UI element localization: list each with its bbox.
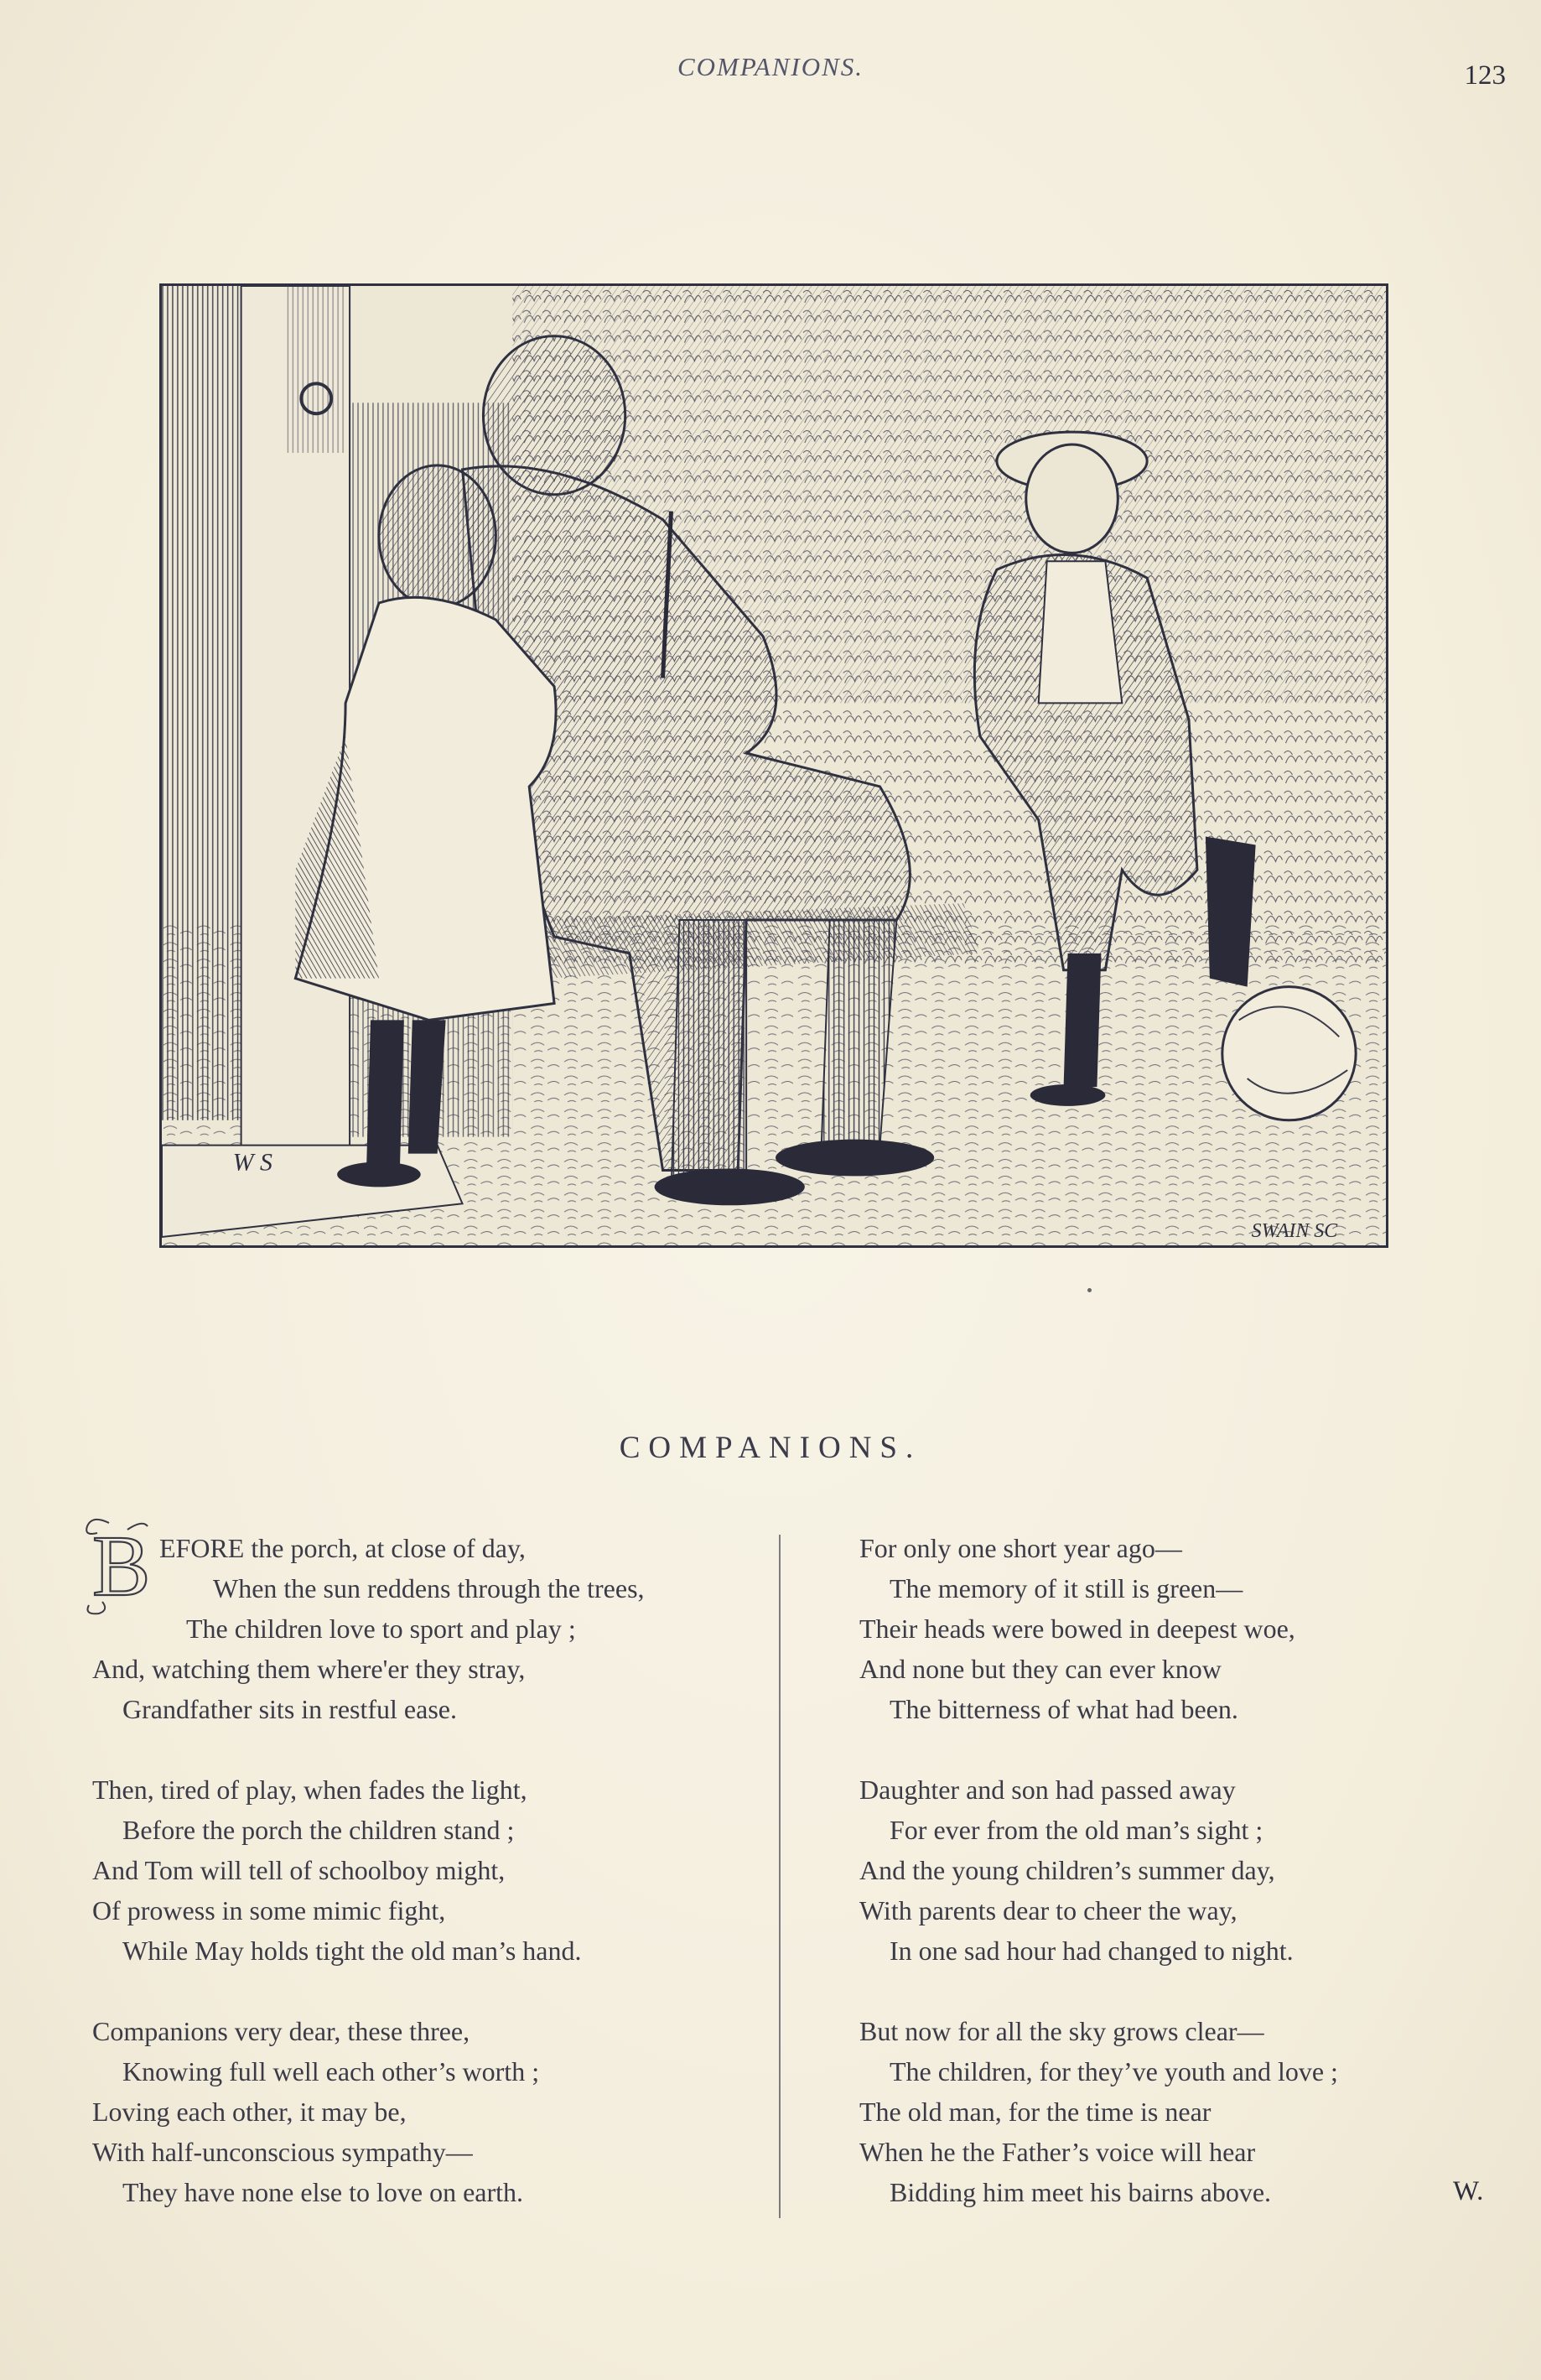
engraver-mark-left: W S <box>232 1148 272 1177</box>
verse-line: They have none else to love on earth. <box>122 2177 524 2207</box>
verse-line: The bitterness of what had been. <box>890 1694 1238 1724</box>
stanza <box>92 1528 763 1729</box>
verse-line: When he the Father’s voice will hear <box>859 2137 1256 2167</box>
verse-line: The children love to sport and play ; <box>186 1614 576 1644</box>
verse-line: And none but they can ever know <box>859 1654 1222 1684</box>
verse-line: Knowing full well each other’s worth ; <box>122 2056 540 2086</box>
verse-line: Grandfather sits in restful ease. <box>122 1694 457 1724</box>
stanza <box>859 1769 1497 1971</box>
poem-left-column <box>92 1528 763 2253</box>
verse-line: With parents dear to cheer the way, <box>859 1895 1237 1925</box>
verse-line: The old man, for the time is near <box>859 2097 1212 2127</box>
verse-line: And Tom will tell of schoolboy might, <box>92 1855 506 1885</box>
verse-line: With half-unconscious sympathy— <box>92 2137 473 2167</box>
illustration-drawing <box>162 286 1386 1245</box>
verse-line: While May holds tight the old man’s hand. <box>122 1936 582 1966</box>
verse-line: The memory of it still is green— <box>890 1573 1243 1603</box>
verse-line: Daughter and son had passed away <box>859 1775 1236 1805</box>
verse-line: Before the porch the children stand ; <box>122 1815 515 1845</box>
stanza <box>92 1769 763 1971</box>
stanza <box>859 1528 1497 1729</box>
ink-speck <box>1087 1288 1092 1292</box>
engraver-mark-right: SWAIN SC <box>1251 1220 1338 1243</box>
stanza <box>859 2011 1497 2212</box>
verse-line: Then, tired of play, when fades the light, <box>92 1775 527 1805</box>
running-head: COMPANIONS. <box>677 52 864 81</box>
verse-line: When the sun reddens through the trees, <box>213 1573 645 1603</box>
verse-line: And the young children’s summer day, <box>859 1855 1275 1885</box>
drop-cap-letter: B <box>92 1518 151 1614</box>
verse-line: And, watching them where'er they stray, <box>92 1654 526 1684</box>
stanza <box>92 2011 763 2212</box>
verse-line: Of prowess in some mimic fight, <box>92 1895 446 1925</box>
verse-line: Bidding him meet his bairns above. <box>890 2177 1272 2207</box>
column-divider <box>779 1535 781 2218</box>
page-number: 123 <box>1464 60 1506 91</box>
verse-line: For ever from the old man’s sight ; <box>890 1815 1263 1845</box>
verse-line: For only one short year ago— <box>859 1533 1182 1563</box>
poem-title: COMPANIONS. <box>619 1431 922 1465</box>
poem-right-column <box>859 1528 1497 2253</box>
verse-line: EFORE the porch, at close of day, <box>159 1533 526 1563</box>
verse-line: Loving each other, it may be, <box>92 2097 407 2127</box>
author-signature: W. <box>1453 2176 1484 2206</box>
verse-line: The children, for they’ve youth and love ; <box>890 2056 1338 2086</box>
verse-line: In one sad hour had changed to night. <box>890 1936 1294 1966</box>
verse-line: But now for all the sky grows clear— <box>859 2016 1264 2046</box>
verse-line: Companions very dear, these three, <box>92 2016 470 2046</box>
engraving-illustration <box>159 283 1388 1248</box>
verse-line: Their heads were bowed in deepest woe, <box>859 1614 1295 1644</box>
